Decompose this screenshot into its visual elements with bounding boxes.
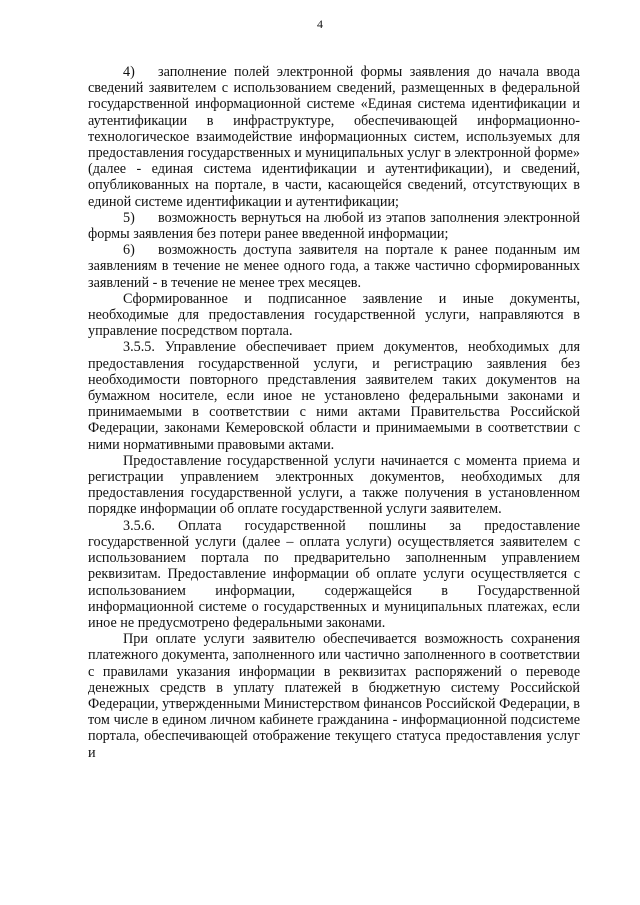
paragraph: Предоставление государственной услуги начинается с момента приема и регистрации управлением электронных документов, необходимых для предоставления государственной услуги, а также получения в установленном порядке информации об оплате государственной услуги заявителем. — [88, 452, 580, 518]
list-item-number: 4) — [123, 64, 135, 80]
list-item-text: возможность доступа заявителя на портале к ранее поданным им заявлениям в течение не менее одного года, а также частично сформированных заявлений - в течение не менее трех месяцев. — [88, 242, 580, 291]
list-item — [88, 242, 580, 291]
list-item — [88, 64, 580, 210]
list-item-text: заполнение полей электронной формы заявления до начала ввода сведений заявителем с использованием сведений, размещенных в федеральной государственной информационной системе «Единая система идентификации и аутентификации в инфраструктуре, обеспечивающей информационно-технологическое взаимодействие информационных систем, используемых для предоставления государственных и муниципальных услуг в электронной форме» (далее - единая система идентификации и аутентификации), и сведений, опубликованных на портале, в части, касающейся сведений, отсутствующих в единой системе идентификации и аутентификации; — [88, 64, 580, 210]
list-item-text: возможность вернуться на любой из этапов заполнения электронной формы заявления без потери ранее введенной информации; — [88, 209, 580, 243]
list-item-number: 5) — [123, 209, 135, 226]
document-body — [88, 64, 580, 761]
paragraph: Сформированное и подписанное заявление и иные документы, необходимые для предоставления государственной услуги, направляются в управление посредством портала. — [88, 290, 580, 340]
list-item — [88, 210, 580, 242]
paragraph: При оплате услуги заявителю обеспечивается возможность сохранения платежного документа, заполненного или частично заполненного в соответствии с правилами указания информации в реквизитах распоряжений о переводе денежных средств в уплату платежей в бюджетную систему Российской Федерации, утвержденными Министерством финансов Российской Федерации, в том числе в едином личном кабинете гражданина - информационной подсистеме портала, обеспечивающей отображение текущего статуса предоставления услуг и — [88, 631, 580, 761]
list-item-number: 6) — [123, 242, 135, 259]
paragraph: 3.5.6. Оплата государственной пошлины за предоставление государственной услуги (далее – оплата услуги) осуществляется заявителем с использованием портала по предварительно заполненным управлением реквизитам. Предоставление информации об оплате услуги осуществляется с использованием информации, содержащейся в Государственной информационной системе о государственных и муниципальных платежах, если иное не предусмотрено федеральными законами. — [88, 517, 580, 631]
paragraph: 3.5.5. Управление обеспечивает прием документов, необходимых для предоставления государственной услуги, и регистрацию заявления без необходимости повторного представления заявителем таких документов на бумажном носителе, если иное не установлено федеральными законами и принимаемыми в соответствии с ними актами Правительства Российской Федерации, законами Кемеровской области и принимаемыми в соответствии с ними нормативными правовыми актами. — [88, 339, 580, 453]
page-number: 4 — [317, 17, 323, 31]
